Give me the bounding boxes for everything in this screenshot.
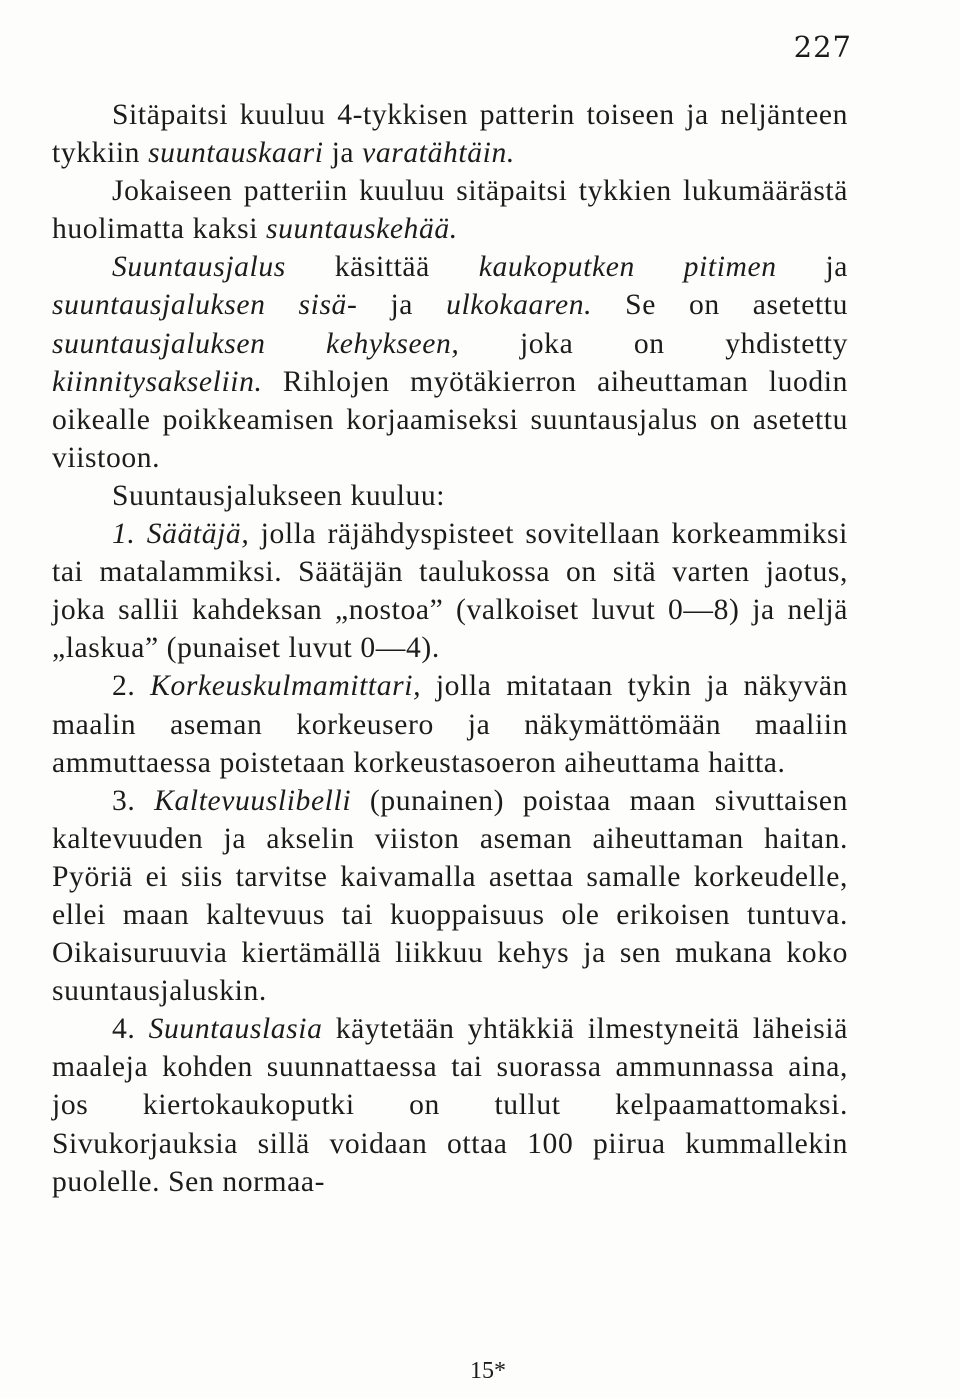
italic-term: Suuntausjalus <box>112 251 286 284</box>
paragraph-item-4-suuntauslasi <box>52 1010 848 1200</box>
italic-term: 1. <box>112 518 147 551</box>
text-run: 4. <box>112 1013 149 1046</box>
italic-term: suuntauskaari <box>148 137 324 170</box>
paragraph-item-1-saataja <box>52 515 848 667</box>
paragraph-item-3-kaltevuuslibelli <box>52 782 848 1011</box>
text-run: 2. <box>112 670 151 703</box>
paragraph-item-2-korkeuskulmamittari <box>52 667 848 781</box>
text-run: Sitäpaitsi kuuluu 4-tykkisen patterin toiseen ja neljänteen tykkiin <box>52 99 848 170</box>
text-run: (punainen) poistaa maan sivuttaisen kaltevuuden ja akselin viiston aseman aiheuttaman haitan. Pyöriä ei siis tarvitse kaivamalla asettaa samalle korkeudelle, ellei maan kaltevuus tai kuoppaisuus ole erikoisen tuntuva. Oikaisuruuvia kiertämällä liikkuu kehys ja sen mukana koko suuntausjaluskin. <box>52 784 848 1008</box>
text-run: jolla mitataan tykin ja näkyvän maalin aseman korkeusero ja näkymättömään maaliin ammuttaessa poistetaan korkeustasoeron aiheuttama haitta. <box>52 670 848 779</box>
text-run: käytetään yhtäkkiä ilmestyneitä läheisiä maaleja kohden suunnattaessa tai suorassa ammunnassa aina, jos kiertokaukoputki on tullut kelpaamattomaksi. Sivukorjauksia sillä voidaan ottaa 100 piirua kummallekin puolelle. Sen normaa- <box>52 1013 848 1198</box>
page-number: 227 <box>793 30 852 64</box>
italic-term: varatähtäin. <box>362 137 515 170</box>
text-run: Suuntausjalukseen kuuluu: <box>112 479 446 512</box>
paragraph-suuntausjalukseen-kuuluu <box>52 477 848 515</box>
italic-term: ulkokaaren. <box>446 289 593 322</box>
text-run: Rihlojen myötäkierron aiheuttaman luodin oikealle poikkeamisen korjaamiseksi suuntausjalus on asetettu viistoon. <box>52 365 848 474</box>
text-run: ja <box>357 289 447 322</box>
italic-term: Kaltevuuslibelli <box>154 784 352 817</box>
text-run: Jokaiseen patteriin kuuluu sitäpaitsi tykkien lukumäärästä huolimatta kaksi <box>52 175 848 246</box>
italic-term: Suuntauslasia <box>148 1013 323 1046</box>
text-run: Se on asetettu <box>592 289 848 322</box>
text-run: käsittää <box>285 251 479 284</box>
signature-mark: 15* <box>470 1358 506 1384</box>
italic-term: suuntausjaluksen kehykseen, <box>52 327 460 360</box>
italic-term: Säätäjä, <box>146 518 250 551</box>
text-run: ja <box>776 251 849 284</box>
italic-term: Korkeuskulmamittari, <box>150 670 422 703</box>
italic-term: suuntauskehää. <box>266 213 458 246</box>
text-run: 3. <box>112 784 155 817</box>
paragraph-suuntauskeha <box>52 172 848 248</box>
body-text <box>52 96 848 1201</box>
text-run: joka on yhdistetty <box>459 327 849 360</box>
italic-term: suuntausjaluksen sisä- <box>52 289 358 322</box>
italic-term: kaukoputken pitimen <box>478 251 777 284</box>
italic-term: kiinnitysakseliin. <box>52 365 263 398</box>
paragraph-suuntausjalus <box>52 248 848 477</box>
text-run: ja <box>323 137 363 170</box>
paragraph-suuntauskaari <box>52 96 848 172</box>
text-run: jolla räjähdyspisteet sovitellaan korkeammiksi tai matalammiksi. Säätäjän taulukossa on sitä varten jaotus, joka sallii kahdeksan „nostoa” (valkoiset luvut 0—8) ja neljä „laskua” (punaiset luvut 0—4). <box>52 518 848 665</box>
